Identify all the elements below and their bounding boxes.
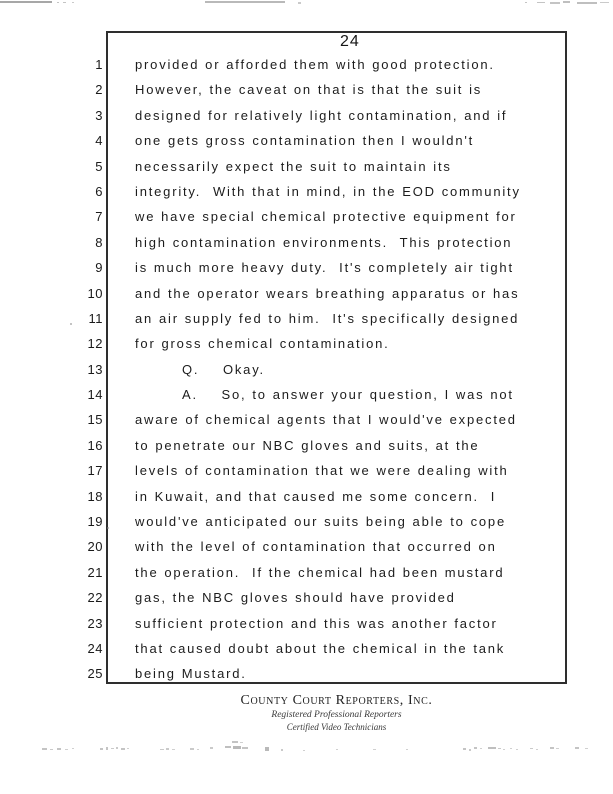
line-text: we have special chemical protective equipment for bbox=[135, 209, 517, 225]
line-number: 10 bbox=[87, 285, 103, 301]
page-number: 24 bbox=[340, 33, 360, 50]
scan-noise-mark bbox=[72, 2, 74, 3]
transcript-line bbox=[60, 82, 580, 107]
scan-noise-mark bbox=[406, 749, 408, 750]
line-number: 17 bbox=[87, 463, 103, 479]
transcript-line bbox=[60, 159, 580, 184]
line-number: 13 bbox=[87, 361, 103, 377]
line-text: and the operator wears breathing apparatus or has bbox=[135, 285, 520, 301]
scan-noise-mark bbox=[111, 748, 114, 749]
scan-noise-mark bbox=[205, 1, 285, 3]
line-number: 19 bbox=[87, 514, 103, 530]
line-number: 18 bbox=[87, 488, 103, 504]
transcript-line bbox=[60, 489, 580, 514]
footer-company-name: County Court Reporters, Inc. bbox=[240, 693, 433, 708]
scan-noise-mark bbox=[469, 749, 471, 751]
footer-subtitle-certified: Certified Video Technicians bbox=[286, 722, 387, 732]
transcript-line bbox=[60, 362, 580, 387]
scan-noise-mark bbox=[600, 2, 609, 3]
transcript-line bbox=[60, 286, 580, 311]
transcript-line bbox=[60, 311, 580, 336]
line-number: 8 bbox=[95, 234, 103, 250]
line-text: with the level of contamination that occurred on bbox=[135, 539, 497, 555]
scan-noise-mark bbox=[463, 748, 466, 750]
line-number: 9 bbox=[95, 260, 103, 276]
line-number: 22 bbox=[87, 590, 103, 606]
scan-noise-mark bbox=[525, 2, 527, 3]
line-text: necessarily expect the suit to maintain its bbox=[135, 158, 452, 174]
scan-noise-mark bbox=[265, 747, 269, 751]
line-number: 12 bbox=[87, 336, 103, 352]
scan-noise-mark bbox=[550, 747, 554, 749]
scan-noise-mark bbox=[127, 748, 129, 749]
scan-noise-mark bbox=[516, 749, 518, 750]
line-number: 5 bbox=[95, 158, 103, 174]
line-number: 14 bbox=[87, 387, 103, 403]
line-number: 24 bbox=[87, 640, 103, 656]
line-text: high contamination environments. This protection bbox=[135, 234, 513, 250]
line-number: 3 bbox=[95, 107, 103, 123]
line-text: for gross chemical contamination. bbox=[135, 336, 390, 352]
scan-noise-mark bbox=[281, 749, 283, 751]
scan-noise-mark bbox=[116, 747, 118, 749]
transcript-line bbox=[60, 616, 580, 641]
line-text: gas, the NBC gloves should have provided bbox=[135, 590, 456, 606]
line-text: one gets gross contamination then I wouldn't bbox=[135, 133, 475, 149]
line-text: would've anticipated our suits being able to cope bbox=[135, 514, 506, 530]
scan-noise-mark bbox=[233, 746, 241, 749]
scan-noise-mark bbox=[480, 748, 482, 749]
transcript-line bbox=[60, 539, 580, 564]
transcript-line bbox=[60, 438, 580, 463]
scan-noise-mark bbox=[373, 749, 376, 750]
scan-noise-mark bbox=[160, 749, 164, 750]
line-number: 25 bbox=[87, 666, 103, 682]
scan-noise-mark bbox=[72, 748, 74, 749]
scan-noise-mark bbox=[298, 2, 301, 4]
line-text: being Mustard. bbox=[135, 666, 247, 682]
scan-noise-mark bbox=[537, 2, 545, 3]
scan-noise-mark bbox=[57, 748, 61, 750]
line-text: integrity. With that in mind, in the EOD community bbox=[135, 183, 521, 199]
scan-noise-mark bbox=[190, 748, 194, 750]
line-number: 4 bbox=[95, 133, 103, 149]
line-number: 20 bbox=[87, 539, 103, 555]
line-number: 23 bbox=[87, 615, 103, 631]
scan-noise-mark bbox=[556, 748, 559, 749]
line-text: an air supply fed to him. It's specifically designed bbox=[135, 310, 520, 326]
transcript-line bbox=[60, 108, 580, 133]
scan-noise-mark bbox=[232, 741, 238, 743]
transcript-line bbox=[60, 336, 580, 361]
scan-noise-mark bbox=[100, 748, 103, 750]
transcript-line bbox=[60, 235, 580, 260]
scan-noise-mark bbox=[488, 747, 496, 749]
scan-noise-mark bbox=[242, 747, 248, 749]
scan-noise-mark bbox=[121, 748, 125, 750]
line-text: A. So, to answer your question, I was not bbox=[182, 387, 514, 403]
scan-noise-mark bbox=[336, 749, 338, 750]
line-number: 21 bbox=[87, 564, 103, 580]
transcript-line bbox=[60, 463, 580, 488]
scan-noise-mark bbox=[0, 1, 52, 3]
line-number: 7 bbox=[95, 209, 103, 225]
line-text: levels of contamination that we were dealing with bbox=[135, 463, 509, 479]
scan-noise-mark bbox=[550, 2, 560, 4]
scan-noise-mark bbox=[563, 1, 570, 3]
reporter-footer bbox=[106, 694, 567, 732]
transcript-line bbox=[60, 387, 580, 412]
footer-subtitle-registered: Registered Professional Reporters bbox=[271, 710, 402, 720]
scan-noise-mark bbox=[585, 748, 588, 749]
scan-noise-mark bbox=[42, 748, 47, 750]
scan-noise-mark bbox=[63, 2, 66, 3]
transcript-line bbox=[60, 590, 580, 615]
line-text: sufficient protection and this was another factor bbox=[135, 615, 498, 631]
transcript-line bbox=[60, 209, 580, 234]
line-text: is much more heavy duty. It's completely air tight bbox=[135, 260, 514, 276]
transcript-line bbox=[60, 133, 580, 158]
scan-noise-mark bbox=[65, 749, 68, 750]
scan-noise-mark bbox=[225, 746, 231, 748]
scan-noise-mark bbox=[577, 2, 597, 4]
scan-noise-mark bbox=[510, 748, 512, 749]
line-text: aware of chemical agents that I would've expected bbox=[135, 412, 517, 428]
scan-noise-mark bbox=[536, 749, 538, 750]
transcript-line bbox=[60, 184, 580, 209]
line-text: to penetrate our NBC gloves and suits, at the bbox=[135, 437, 480, 453]
scan-noise-mark bbox=[498, 748, 501, 749]
transcript-line bbox=[60, 260, 580, 285]
transcript-line bbox=[60, 57, 580, 82]
line-text: in Kuwait, and that caused me some concern. I bbox=[135, 488, 497, 504]
scan-noise-mark bbox=[172, 749, 175, 750]
line-number: 2 bbox=[95, 82, 103, 98]
line-number: 1 bbox=[95, 57, 103, 72]
scan-noise-mark bbox=[303, 750, 305, 751]
scan-noise-mark bbox=[57, 2, 59, 3]
scan-noise-mark bbox=[106, 747, 108, 750]
scan-noise-mark bbox=[530, 748, 533, 749]
line-text: the operation. If the chemical had been mustard bbox=[135, 564, 505, 580]
line-number: 15 bbox=[87, 412, 103, 428]
scan-noise-mark bbox=[50, 749, 53, 750]
scan-noise-mark bbox=[474, 747, 477, 749]
scan-noise-mark bbox=[197, 749, 199, 750]
line-number: 16 bbox=[87, 437, 103, 453]
transcript-line bbox=[60, 666, 580, 691]
scan-noise-mark bbox=[503, 749, 505, 750]
scan-noise-mark bbox=[575, 747, 579, 749]
scan-noise-mark bbox=[166, 748, 169, 750]
line-number: 11 bbox=[88, 310, 103, 326]
line-text: that caused doubt about the chemical in the tank bbox=[135, 640, 506, 656]
transcript-line bbox=[60, 412, 580, 437]
line-text: provided or afforded them with good protection. bbox=[135, 57, 495, 72]
scan-noise-mark bbox=[210, 747, 213, 749]
line-text: designed for relatively light contamination, and if bbox=[135, 107, 508, 123]
transcript-line bbox=[60, 565, 580, 590]
line-text: Q. Okay. bbox=[182, 361, 265, 377]
transcript-lines bbox=[60, 57, 580, 692]
transcript-line bbox=[60, 641, 580, 666]
line-number: 6 bbox=[95, 183, 103, 199]
scan-noise-mark bbox=[240, 742, 243, 743]
transcript-line bbox=[60, 514, 580, 539]
line-text: However, the caveat on that is that the suit is bbox=[135, 82, 483, 98]
